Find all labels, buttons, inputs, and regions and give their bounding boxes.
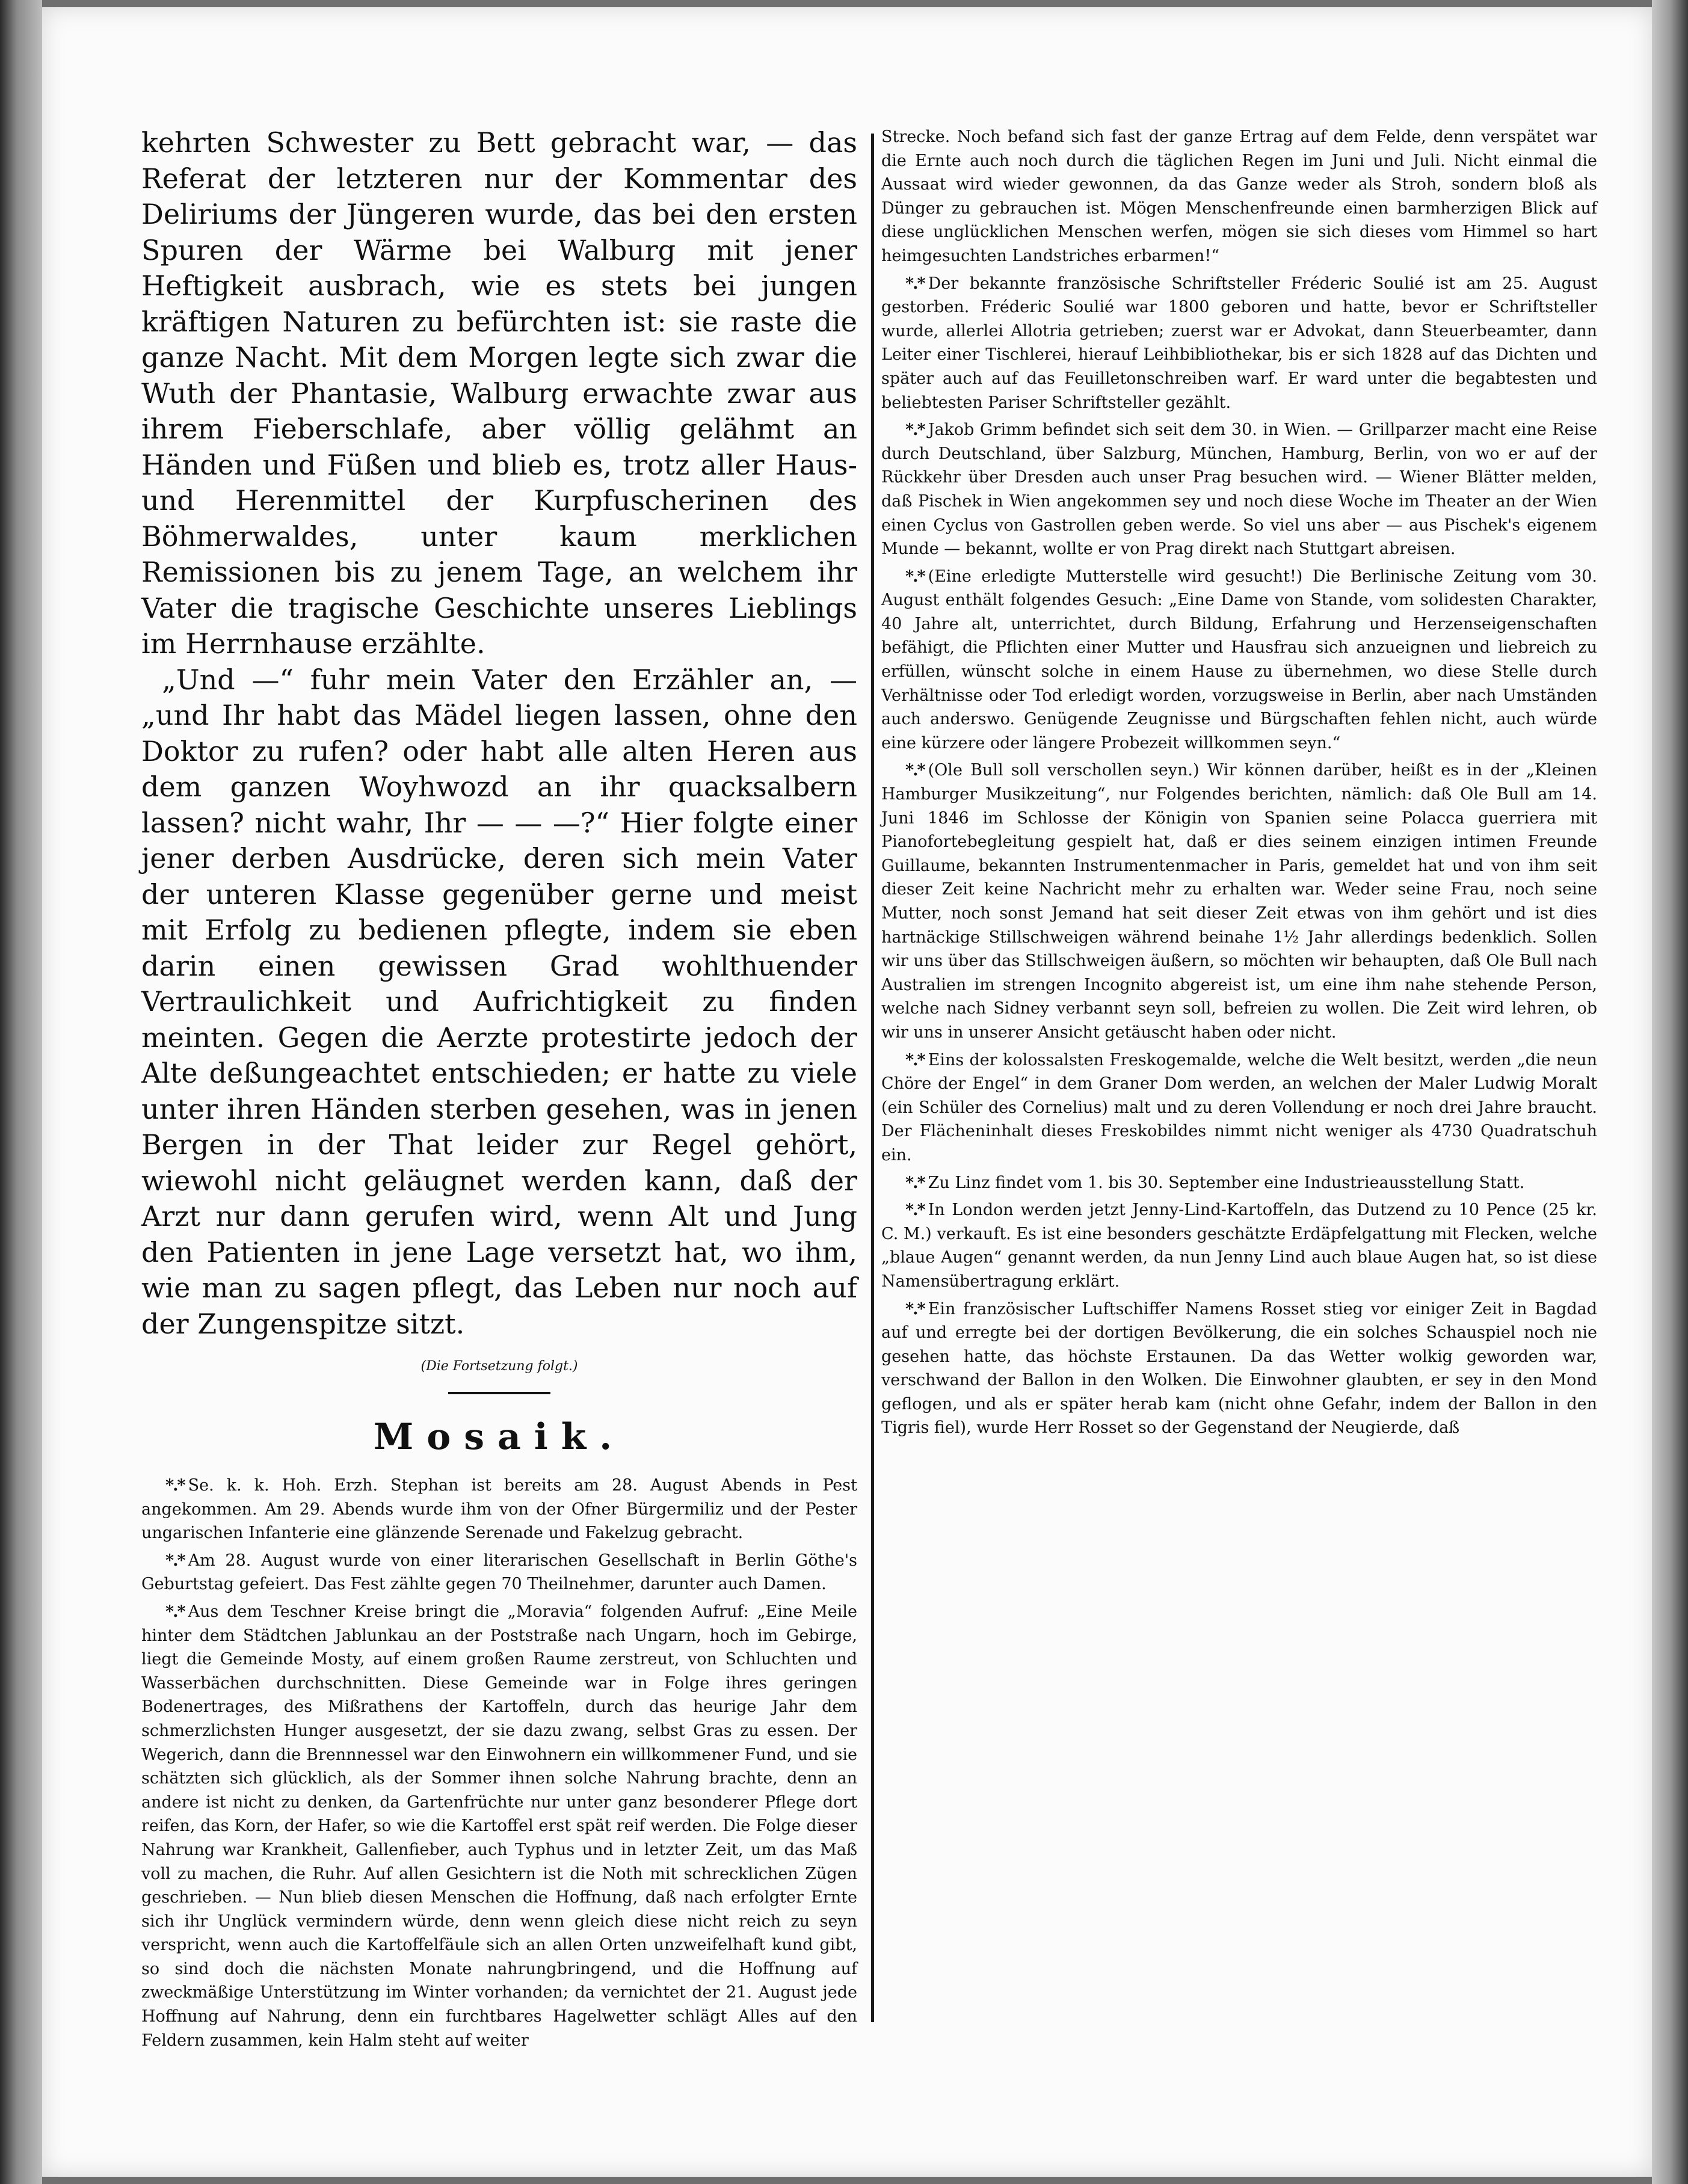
asterism-icon: *.* — [905, 1050, 925, 1069]
story-paragraph: kehrten Schwester zu Bett gebracht war, — das Referat der letzteren nur der Kommentar des Deliriums der Jüngeren wurde, das bei den ersten Spuren der Wärme bei Walburg mit jener Heftigkeit ausbrach, wie es stets bei jungen kräftigen Naturen zu befürchten ist: sie raste die ganze Nacht. Mit dem Morgen legte sich zwar die Wuth der Phantasie, Walburg erwachte zwar aus ihrem Fieberschlafe, aber völlig gelähmt an Händen und Füßen und blieb es, trotz aller Haus- und Herenmittel der Kurpfuscherinen des Böhmerwaldes, unter kaum merklichen Remissionen bis zu jenem Tage, an welchem ihr Vater die tragische Geschichte unseres Lieblings im Herrnhause erzählte. — [141, 126, 857, 660]
mosaik-item-text: Zu Linz findet vom 1. bis 30. September eine Industrieausstellung Statt. — [928, 1173, 1525, 1192]
asterism-icon: *.* — [165, 1476, 185, 1495]
mosaik-item — [141, 1600, 857, 2052]
asterism-icon: *.* — [905, 420, 925, 440]
mosaik-item — [141, 1549, 857, 1596]
left-column — [141, 125, 857, 2056]
mosaik-item — [141, 1474, 857, 1545]
section-title: Mosaik. — [373, 1416, 626, 1458]
mosaik-item — [881, 758, 1597, 1044]
mosaik-item-text: Jakob Grimm befindet sich seit dem 30. in Wien. — Grillparzer macht eine Reise durch Deutschland, über Salzburg, München, Hamburg, Berlin, von wo er auf der Rückkehr über Dresden auch unser Prag besuchen wird. — Wiener Blätter melden, daß Pischek in Wien angekommen sey und noch diese Woche im Theater an der Wien einen Cyclus von Gastrollen geben werde. So viel uns aber — aus Pischek's eigenem Munde — bekannt, wollte er von Prag direkt nach Stuttgart abreisen. — [881, 420, 1597, 559]
asterism-icon: *.* — [905, 567, 925, 586]
asterism-icon: *.* — [905, 1173, 925, 1192]
continued-note: (Die Fortsetzung folgt.) — [420, 1359, 578, 1374]
column-divider — [871, 134, 874, 2022]
mosaik-item-text: Ein französischer Luftschiffer Namens Rosset stieg vor einiger Zeit in Bagdad auf und erregte bei der dortigen Bevölkerung, die ein solches Schauspiel noch nie gesehen hatte, das höchste Erstaunen. Da das Wetter wolkig geworden war, verschwand der Ballon in den Wolken. Die Einwohner glaubten, er sey in den Mond geflogen, und als er später herab kam (nicht ohne Gefahr, indem der Ballon in den Tigris fiel), wurde Herr Rosset so der Gegenstand der Neugierde, daß — [881, 1299, 1597, 1438]
scan-edge-right — [1652, 0, 1688, 2184]
right-column — [881, 125, 1597, 1444]
scan-edge-left — [0, 0, 42, 2184]
mosaik-item-continuation: Strecke. Noch befand sich fast der ganze Ertrag auf dem Felde, denn verspätet war die Ernte auch noch durch die täglichen Regen im Juni und Juli. Nicht einmal die Aussaat wird wieder gewonnen, da das Ganze weder als Stroh, sondern bloß als Dünger zu gebrauchen ist. Mögen Menschenfreunde einen barmherzigen Blick auf diese unglücklichen Menschen werfen, mögen sie sich dieses vom Himmel so hart heimgesuchten Landstriches erbarmen!“ — [881, 128, 1597, 265]
mosaik-item — [881, 565, 1597, 755]
mosaik-item — [881, 418, 1597, 561]
mosaik-item-text: Am 28. August wurde von einer literarischen Gesellschaft in Berlin Göthe's Geburtstag gefeiert. Das Fest zählte gegen 70 Theilnehmer, darunter auch Damen. — [141, 1551, 857, 1594]
asterism-icon: *.* — [905, 761, 925, 780]
story-paragraph: „Und —“ fuhr mein Vater den Erzähler an, — „und Ihr habt das Mädel liegen lassen, ohne den Doktor zu rufen? oder habt alle alten Heren aus dem ganzen Woyhwozd an ihr quacksalbern lassen? nicht wahr, Ihr — — —?“ Hier folgte einer jener derben Ausdrücke, deren sich mein Vater der unteren Klasse gegenüber gerne und meist mit Erfolg zu bedienen pflegte, indem sie eben darin einen gewissen Grad wohlthuender Vertraulichkeit und Aufrichtigkeit zu finden meinten. Gegen die Aerzte protestirte jedoch der Alte deßungeachtet entschieden; er hatte zu viele unter ihren Händen sterben gesehen, was in jenen Bergen in der That leider zur Regel gehört, wiewohl nicht geläugnet werden kann, daß der Arzt nur dann gerufen wird, wenn Alt und Jung den Patienten in jene Lage versetzt hat, wo ihm, wie man zu sagen pflegt, das Leben nur noch auf der Zungenspitze sitzt. — [141, 663, 857, 1340]
asterism-icon: *.* — [905, 1299, 925, 1318]
mosaik-item — [881, 1198, 1597, 1293]
mosaik-item-text: (Eine erledigte Mutterstelle wird gesucht!) Die Berlinische Zeitung vom 30. August enthält folgendes Gesuch: „Eine Dame von Stande, vom solidesten Charakter, 40 Jahre alt, unterrichtet, durch Bildung, Erfahrung und Herzenseigenschaften befähigt, die Pflichten einer Mutter und Hausfrau sich anzueignen und liebreich zu erfüllen, wünscht solche in einem Hause zu übernehmen, wo diese Stelle durch Verhältnisse oder Tod erledigt worden, vorzugsweise in Berlin, aber nach Umständen auch anderswo. Genügende Zeugnisse und Bürgschaften fehlen nicht, auch würde eine kürzere oder längere Probezeit willkommen seyn.“ — [881, 567, 1597, 752]
mosaik-item-text: Aus dem Teschner Kreise bringt die „Moravia“ folgenden Aufruf: „Eine Meile hinter dem Städtchen Jablunkau an der Poststraße nach Ungarn, hoch im Gebirge, liegt die Gemeinde Mosty, auf einem großen Raume zerstreut, von Schluchten und Wasserbächen durchschnitten. Diese Gemeinde war in Folge ihres geringen Bodenertrages, des Mißrathens der Kartoffeln, durch das heurige Jahr dem schmerzlichsten Hunger ausgesetzt, der sie dazu zwang, selbst Gras zu essen. Der Wegerich, dann die Brennnessel war den Einwohnern ein willkommener Fund, und sie schätzten sich glücklich, als der Sommer ihnen solche Nahrung brachte, denn an andere ist nicht zu denken, da Gartenfrüchte nur unter ganz besonderer Pflege dort reifen, das Korn, der Hafer, so wie die Kartoffel erst spät reif werden. Die Folge dieser Nahrung war Krankheit, Gallenfieber, auch Typhus und in letzter Zeit, um das Maß voll zu machen, die Ruhr. Auf allen Gesichtern ist die Noth mit schrecklichen Zügen geschrieben. — Nun blieb diesen Menschen die Hoffnung, daß nach erfolgter Ernte sich ihr Unglück vermindern würde, denn wenn gleich diese nicht reich zu seyn verspricht, wenn auch die Kartoffelfäule sich an allen Orten unzweifelhaft kund gibt, so sind doch die nächsten Monate nahrungbringend, und die Hoffnung auf zweckmäßige Unterstützung im Winter vorhanden; da vernichtet der 21. August jede Hoffnung auf Nahrung, denn ein furchtbares Hagelwetter schlägt Alles auf den Feldern zusammen, kein Halm steht auf weiter — [141, 1602, 857, 2050]
mosaik-item-text: In London werden jetzt Jenny-Lind-Kartoffeln, das Dutzend zu 10 Pence (25 kr. C. M.) verkauft. Es ist eine besonders geschätzte Erdäpfelgattung mit Flecken, welche „blaue Augen“ genannt werden, da nun Jenny Lind auch blaue Augen hat, so ist diese Namensübertragung erklärt. — [881, 1201, 1597, 1291]
asterism-icon: *.* — [905, 1201, 925, 1220]
mosaik-item-text: (Ole Bull soll verschollen seyn.) Wir können darüber, heißt es in der „Kleinen Hamburger Musikzeitung“, nur Folgendes berichten, nämlich: daß Ole Bull am 14. Juni 1846 im Schlosse der Königin von Spanien seine Polacca guerriera mit Pianofortebegleitung gespielt hat, daß er dies seinem einzigen intimen Freunde Guillaume, bekannten Instrumentenmacher in Paris, gemeldet hat und von ihm seit dieser Zeit keine Nachricht mehr zu erhalten war. Weder seine Frau, noch seine Mutter, noch sonst Jemand hat seit dieser Zeit etwas von ihm gehört und ist dies hartnäckige Stillschweigen während beinahe 1½ Jahr allerdings bedenklich. Sollen wir uns über das Stillschweigen äußern, so möchten wir behaupten, daß Ole Bull nach Australien im strengen Incognito abgereist ist, um eine ihm nahe stehende Person, welche nach Sidney verbannt seyn soll, befreien zu wollen. Die Zeit wird lehren, ob wir uns in unserer Ansicht getäuscht haben oder nicht. — [881, 761, 1597, 1042]
asterism-icon: *.* — [165, 1551, 185, 1570]
section-rule — [448, 1392, 550, 1394]
mosaik-item — [881, 1297, 1597, 1441]
asterism-icon: *.* — [165, 1602, 185, 1621]
mosaik-item — [881, 1171, 1597, 1195]
asterism-icon: *.* — [905, 274, 925, 293]
mosaik-item-text: Der bekannte französische Schriftsteller Fréderic Soulié ist am 25. August gestorben. Fréderic Soulié war 1800 geboren und hatte, bevor er Schriftsteller wurde, allerlei Allotria getrieben; zuerst war er Advokat, dann Steuerbeamter, dann Leiter einer Tischlerei, hierauf Leihbibliothekar, bis er sich 1828 auf das Dichten und später auch auf das Feuilletonschreiben warf. Er ward unter die begabtesten und beliebtesten Pariser Schriftsteller gezählt. — [881, 274, 1597, 412]
mosaik-item — [881, 272, 1597, 415]
mosaik-item — [881, 1048, 1597, 1167]
newspaper-page — [42, 7, 1652, 2177]
mosaik-item-text: Eins der kolossalsten Freskogemalde, welche die Welt besitzt, werden „die neun Chöre der Engel“ in dem Graner Dom werden, an welchen der Maler Ludwig Moralt (ein Schüler des Cornelius) malt und zu deren Vollendung er noch drei Jahre braucht. Der Flächeninhalt dieses Freskobildes nimmt nicht weniger als 4730 Quadratschuh ein. — [881, 1050, 1597, 1164]
mosaik-item-text: Se. k. k. Hoh. Erzh. Stephan ist bereits am 28. August Abends in Pest angekommen. Am 29. Abends wurde ihm von der Ofner Bürgermiliz und der Pester ungarischen Infanterie eine glänzende Serenade und Fakelzug gebracht. — [141, 1476, 857, 1543]
